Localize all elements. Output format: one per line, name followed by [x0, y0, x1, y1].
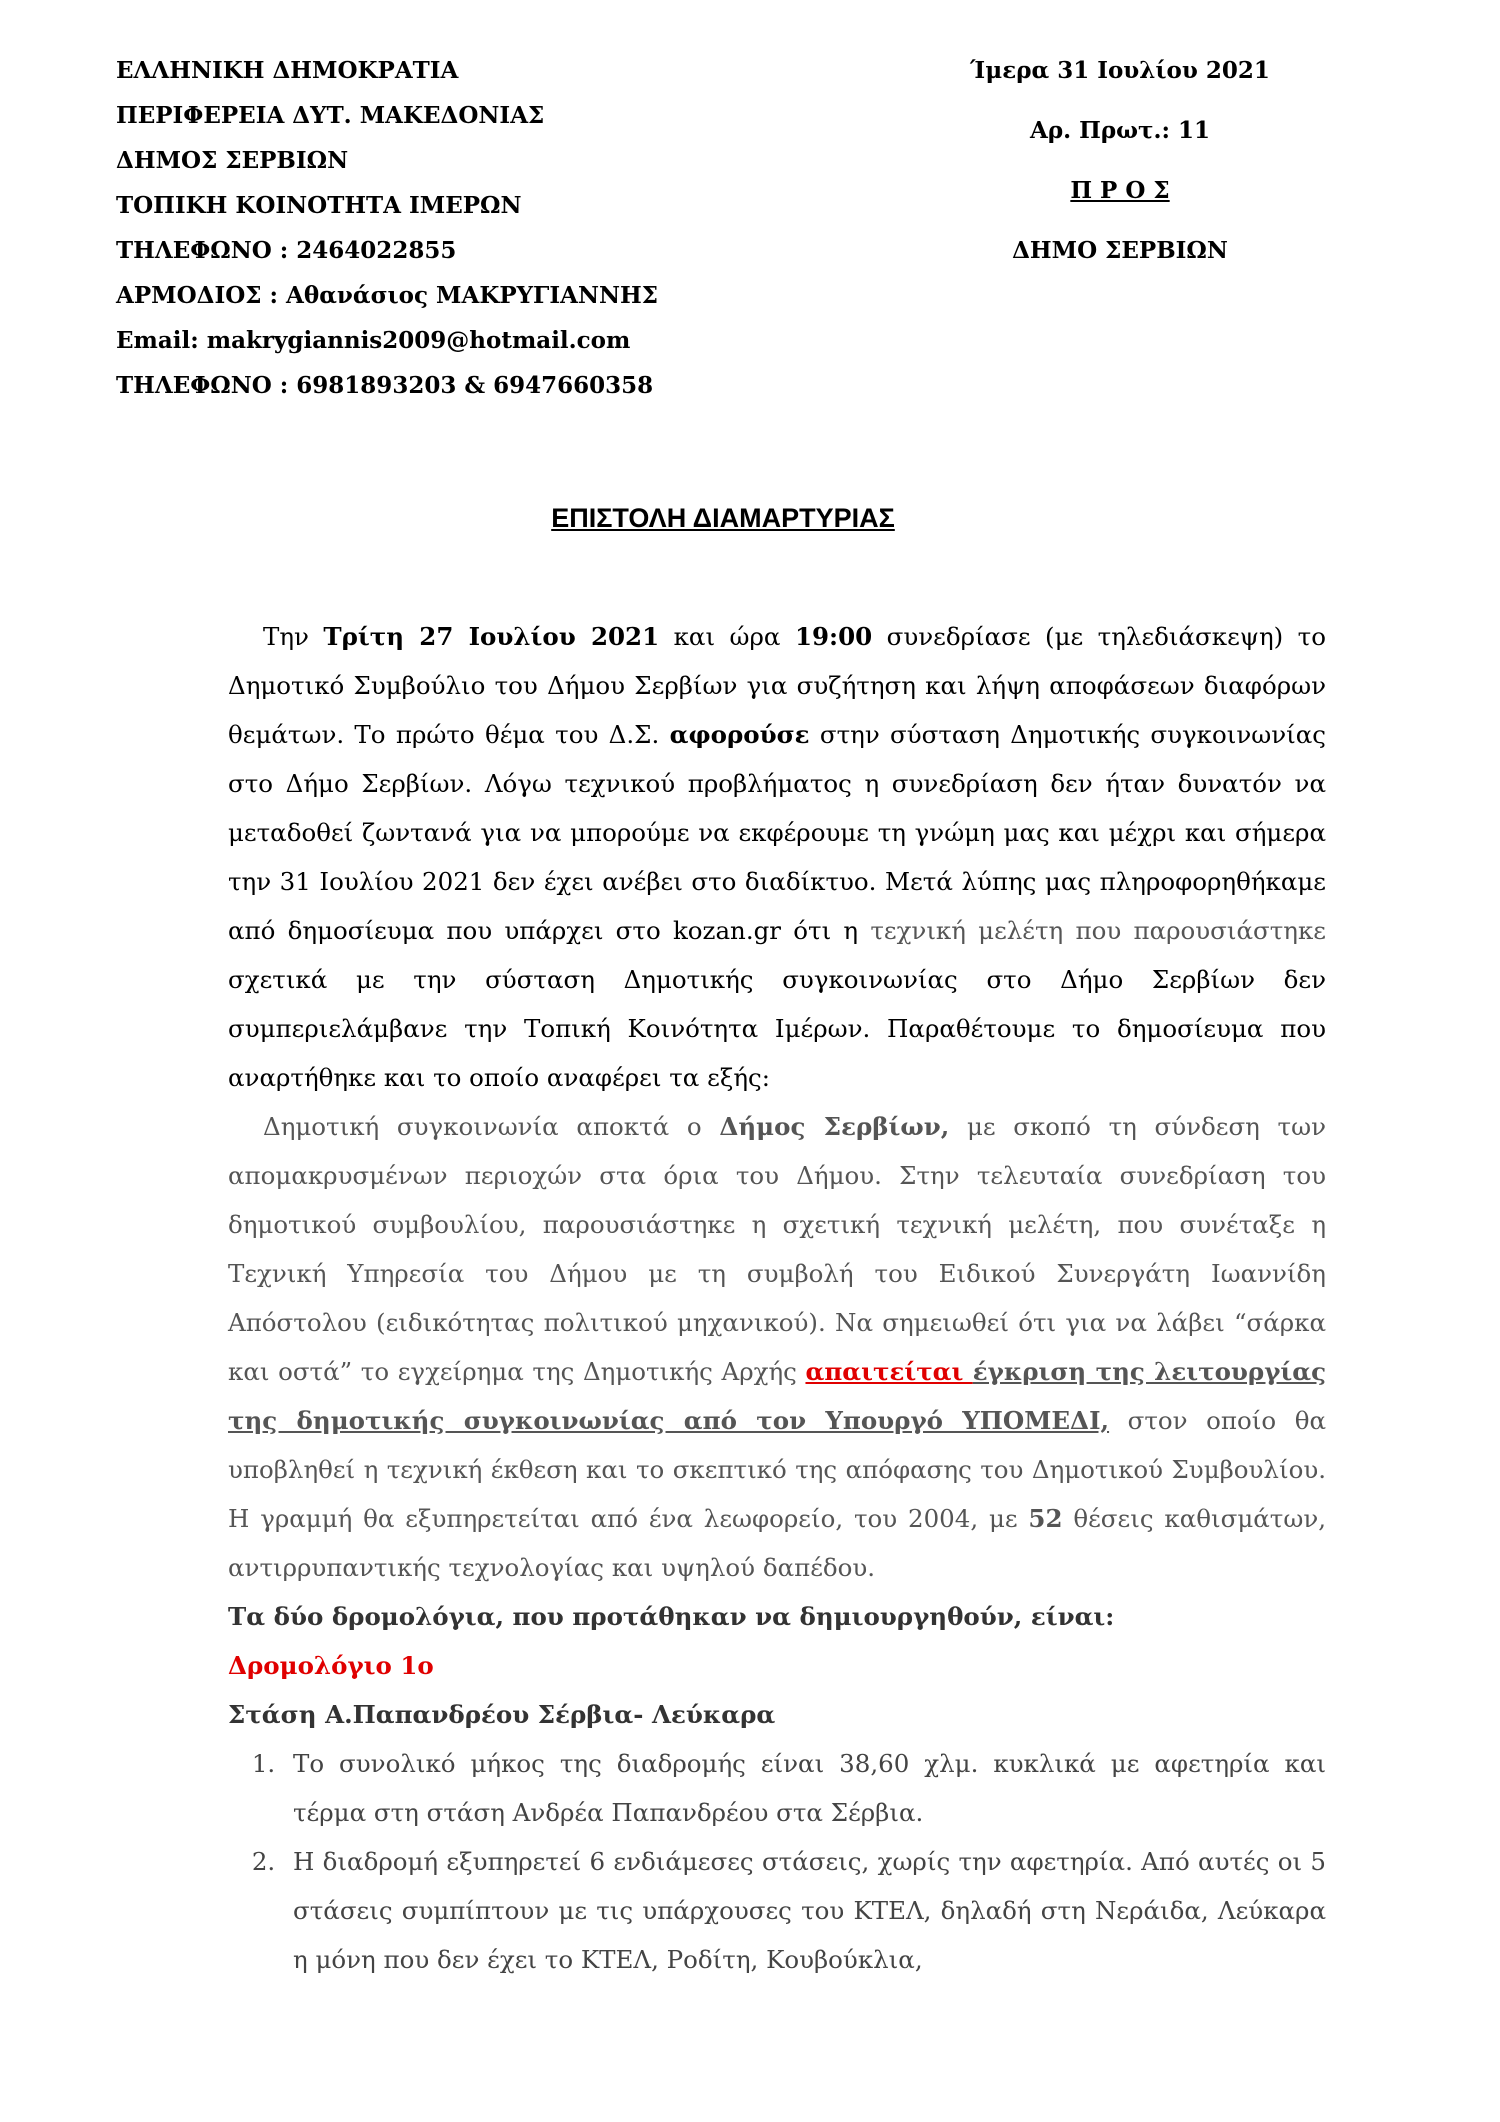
list-item: 1. Το συνολικό μήκος της διαδρομής είναι 38,60 χλμ. κυκλικά με αφετηρία και τέρμα στη στάση Ανδρέα Παπανδρέου στα Σέρβια. — [283, 1739, 1326, 1837]
text: συνεδρίασε (με τηλεδιάσκεψη) το Δημοτικό Συμβούλιο του Δήμου Σερβίων για συζήτηση και λήψη αποφάσεων διαφόρων θεμάτων. Το πρώτο θέμα του Δ.Σ. — [228, 622, 1326, 749]
text: με σκοπό τη σύνδεση των απομακρυσμένων περιοχών στα όρια του Δήμου. Στην τελευταία συνεδρίαση του δημοτικού συμβουλίου, παρουσιάστηκε η σχετική τεχνική μελέτη, που συνέταξε η Τεχνική Υπηρεσία του Δήμου με τη συμβολή του Ειδικού Συνεργάτη Ιωαννίδη Απόστολου (ειδικότητας πολιτικού μηχανικού). Να σημειωθεί ότι για να λάβει “σάρκα και οστά” το εγχείρημα της Δημοτικής Αρχής — [228, 1112, 1326, 1386]
gray-text: τεχνική μελέτη που παρουσιάστηκε — [870, 916, 1326, 945]
text: στην σύσταση Δημοτικής συγκοινωνίας στο Δήμο Σερβίων. Λόγω τεχνικού προβλήματος η συνεδρίαση δεν ήταν δυνατόν να μεταδοθεί ζωντανά για να μπορούμε να εκφέρουμε τη γνώμη μας και μέχρι και σήμερα την 31 Ιουλίου 2021 δεν έχει ανέβει στο διαδίκτυο. Μετά λύπης μας πληροφορηθήκαμε από δημοσίευμα που υπάρχει στο kozan.gr ότι η — [228, 720, 1326, 945]
letter-date: Ίμερα 31 Ιουλίου 2021 — [970, 57, 1270, 84]
text: θέσεις καθισμάτων, αντιρρυπαντικής τεχνολογίας και υψηλού δαπέδου. — [228, 1504, 1326, 1582]
underlined-emphasis: έγκριση της λειτουργίας της δημοτικής συγκοινωνίας από τον Υπουργό ΥΠΟΜΕΔΙ, — [228, 1357, 1327, 1435]
route-1-list — [228, 1739, 1326, 1984]
recipient-block — [940, 56, 1300, 296]
quoted-article — [228, 1102, 1326, 1592]
bold-text: αφορούσε — [669, 720, 810, 749]
sender-email: Email: makrygiannis2009@hotmail.com — [116, 327, 631, 354]
route-1-stop: Στάση Α.Παπανδρέου Σέρβια- Λεύκαρα — [228, 1700, 776, 1729]
bold-text: Δήμος Σερβίων, — [719, 1112, 950, 1141]
sender-line: ΠΕΡΙΦΕΡΕΙΑ ΔΥΤ. ΜΑΚΕΔΟΝΙΑΣ — [116, 102, 545, 129]
text: και ώρα — [659, 622, 795, 651]
letter-body — [228, 612, 1326, 1984]
sender-line: ΤΟΠΙΚΗ ΚΟΙΝΟΤΗΤΑ ΙΜΕΡΩΝ — [116, 192, 522, 219]
text: Την — [263, 622, 324, 651]
sender-block — [116, 56, 658, 416]
meeting-time: 19:00 — [794, 622, 873, 651]
protocol-number: Αρ. Πρωτ.: 11 — [1029, 117, 1211, 144]
text: σχετικά με την σύσταση Δημοτικής συγκοινωνίας στο Δήμο Σερβίων δεν συμπεριελάμβανε την Τοπική Κοινότητα Ιμέρων. Παραθέτουμε το δημοσίευμα που αναρτήθηκε και το οποίο αναφέρει τα εξής: — [228, 965, 1326, 1092]
text: στον οποίο θα υποβληθεί η τεχνική έκθεση και το σκεπτικό της απόφασης του Δημοτικού Συμβουλίου. Η γραμμή θα εξυπηρετείται από ένα λεωφορείο, του 2004, με — [228, 1406, 1326, 1533]
sender-line: ΤΗΛΕΦΩΝΟ : 6981893203 & 6947660358 — [116, 372, 654, 399]
route-1-title: Δρομολόγιο 1ο — [228, 1651, 434, 1680]
routes-heading: Τα δύο δρομολόγια, που προτάθηκαν να δημιουργηθούν, είναι: — [228, 1602, 1115, 1631]
sender-line: ΤΗΛΕΦΩΝΟ : 2464022855 — [116, 237, 457, 264]
sender-line: ΔΗΜΟΣ ΣΕΡΒΙΩΝ — [116, 147, 349, 174]
meeting-date: Τρίτη 27 Ιουλίου 2021 — [323, 622, 660, 651]
sender-line: ΑΡΜΟΔΙΟΣ : Αθανάσιος ΜΑΚΡΥΓΙΑΝΝΗΣ — [116, 282, 659, 309]
seat-count: 52 — [1028, 1504, 1063, 1533]
recipient: ΔΗΜΟ ΣΕΡΒΙΩΝ — [1012, 237, 1228, 264]
list-item: 2. Η διαδρομή εξυπηρετεί 6 ενδιάμεσες στάσεις, χωρίς την αφετηρία. Από αυτές οι 5 στάσεις συμπίπτουν με τις υπάρχουσες του ΚΤΕΛ, δηλαδή στη Νεράιδα, Λεύκαρα η μόνη που δεν έχει το ΚΤΕΛ, Ροδίτη, Κουβούκλια, — [283, 1837, 1326, 1984]
letter-title: ΕΠΙΣΤΟΛΗ ΔΙΑΜΑΡΤΥΡΙΑΣ — [551, 503, 895, 533]
paragraph-intro — [228, 612, 1326, 1102]
red-emphasis: απαιτείται — [805, 1357, 973, 1386]
text: Δημοτική συγκοινωνία αποκτά ο — [263, 1112, 720, 1141]
sender-line: ΕΛΛΗΝΙΚΗ ΔΗΜΟΚΡΑΤΙΑ — [116, 57, 459, 84]
to-label: Π Ρ Ο Σ — [1070, 177, 1170, 204]
